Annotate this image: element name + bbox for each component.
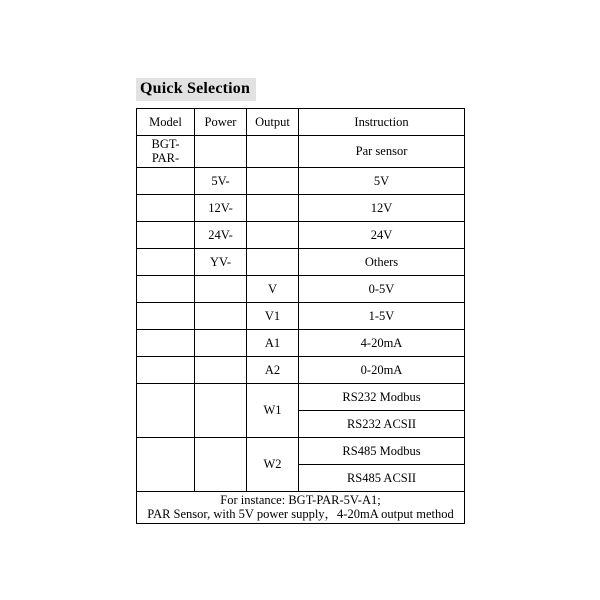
column-header-instruction: Instruction [299, 109, 465, 136]
table-row [137, 356, 465, 383]
cell-power-empty [195, 302, 247, 329]
cell-instruction-0-5v: 0-5V [299, 275, 465, 302]
table-row [137, 383, 465, 410]
column-header-output: Output [247, 109, 299, 136]
page-title-text: Quick Selection [140, 80, 251, 97]
table-header-row [137, 109, 465, 136]
table-row [137, 167, 465, 194]
cell-power-24v: 24V- [195, 221, 247, 248]
cell-model-empty [137, 302, 195, 329]
table-row [137, 302, 465, 329]
cell-instruction-24v: 24V [299, 221, 465, 248]
example-note [137, 491, 465, 523]
cell-model-empty [137, 167, 195, 194]
cell-instruction-rs485-modbus: RS485 Modbus [299, 437, 465, 464]
cell-instruction-others: Others [299, 248, 465, 275]
cell-output-empty [247, 221, 299, 248]
cell-model-empty [137, 437, 195, 491]
example-note-line-1: For instance: BGT-PAR-5V-A1; [220, 492, 381, 507]
table-row [137, 136, 465, 168]
cell-instruction-rs232-acsii: RS232 ACSII [299, 410, 465, 437]
cell-output-empty [247, 248, 299, 275]
cell-power-empty [195, 275, 247, 302]
cell-instruction-par-sensor: Par sensor [299, 136, 465, 168]
cell-output-w2: W2 [247, 437, 299, 491]
cell-model-empty [137, 356, 195, 383]
cell-model-empty [137, 383, 195, 437]
cell-output-v: V [247, 275, 299, 302]
table-row [137, 437, 465, 464]
table-note-row [137, 491, 465, 523]
model-code-line2: PAR- [151, 151, 180, 166]
cell-output-empty [247, 136, 299, 168]
cell-instruction-5v: 5V [299, 167, 465, 194]
cell-output-empty [247, 167, 299, 194]
cell-instruction-rs232-modbus: RS232 Modbus [299, 383, 465, 410]
cell-power-empty [195, 136, 247, 168]
cell-instruction-0-20ma: 0-20mA [299, 356, 465, 383]
cell-output-a1: A1 [247, 329, 299, 356]
column-header-model: Model [137, 109, 195, 136]
cell-output-empty [247, 194, 299, 221]
cell-output-w1: W1 [247, 383, 299, 437]
cell-output-a2: A2 [247, 356, 299, 383]
cell-power-5v: 5V- [195, 167, 247, 194]
table-row [137, 248, 465, 275]
table-row [137, 275, 465, 302]
cell-power-empty [195, 383, 247, 437]
quick-selection-table [136, 108, 465, 524]
cell-model-empty [137, 275, 195, 302]
cell-model-empty [137, 194, 195, 221]
example-note-line-2: PAR Sensor, with 5V power supply，4-20mA output method [147, 507, 454, 522]
cell-instruction-12v: 12V [299, 194, 465, 221]
table-row [137, 221, 465, 248]
cell-model-code [137, 136, 195, 168]
cell-power-empty [195, 437, 247, 491]
cell-power-empty [195, 329, 247, 356]
table-row [137, 194, 465, 221]
cell-model-empty [137, 329, 195, 356]
cell-power-12v: 12V- [195, 194, 247, 221]
cell-model-empty [137, 248, 195, 275]
page-title [136, 78, 256, 101]
table-row [137, 329, 465, 356]
cell-instruction-4-20ma: 4-20mA [299, 329, 465, 356]
column-header-power: Power [195, 109, 247, 136]
cell-model-empty [137, 221, 195, 248]
cell-power-empty [195, 356, 247, 383]
cell-output-v1: V1 [247, 302, 299, 329]
quick-selection-document [136, 78, 466, 524]
cell-instruction-1-5v: 1-5V [299, 302, 465, 329]
cell-power-yv: YV- [195, 248, 247, 275]
model-code-line1: BGT- [151, 137, 180, 151]
cell-instruction-rs485-acsii: RS485 ACSII [299, 464, 465, 491]
